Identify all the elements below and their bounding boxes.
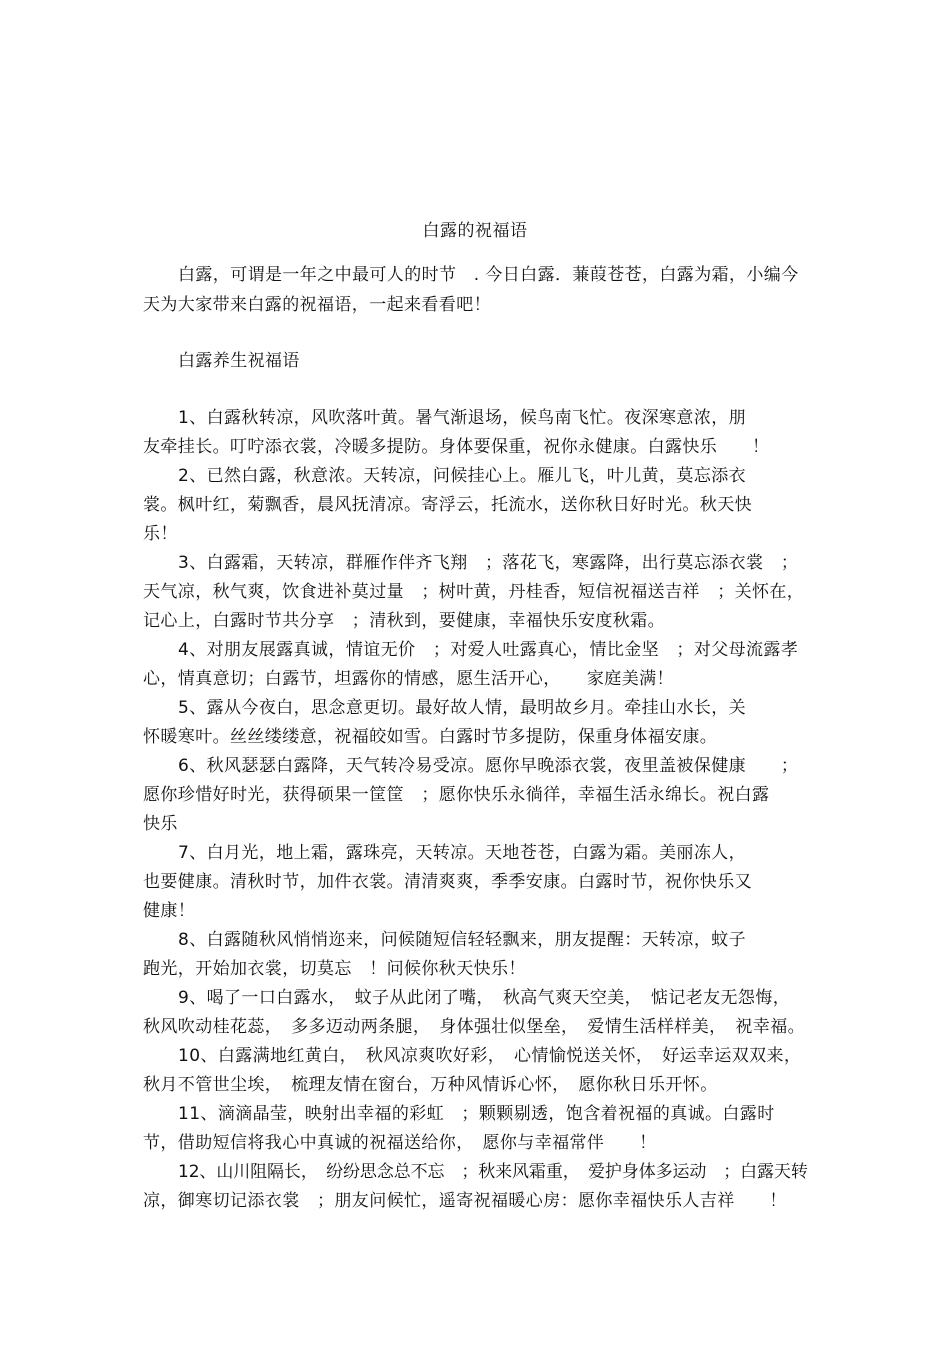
body-line: 友牵挂长。叮咛添衣裳，冷暖多提防。身体要保重，祝你永健康。白露快乐 ！: [143, 437, 770, 457]
body-line: 12、山川阻隔长， 纷纷思念总不忘 ；秋来风霜重， 爱护身体多运动 ；白露天转: [178, 1162, 808, 1182]
body-line: 1、白露秋转凉，风吹落叶黄。暑气渐退场，候鸟南飞忙。夜深寒意浓，朋: [178, 408, 747, 428]
body-line: 秋月不管世尘埃， 梳理友情在窗台，万种风情诉心怀， 愿你秋日乐开怀。: [143, 1075, 718, 1095]
body-line: 3、白露霜，天转凉，群雁作伴齐飞翔 ；落花飞，寒露降，出行莫忘添衣裳 ；: [178, 553, 799, 573]
body-line: 健康！: [143, 901, 196, 921]
body-line: 4、对朋友展露真诚，情谊无价 ；对爱人吐露真心，情比金坚 ；对父母流露孝: [178, 640, 799, 660]
body-line: 节，借助短信将我心中真诚的祝福送给你， 愿你与幸福常伴 ！: [143, 1133, 657, 1153]
document-title: 白露的祝福语: [422, 221, 528, 241]
intro-line: 天为大家带来白露的祝福语，一起来看看吧！: [143, 295, 491, 315]
body-line: 也要健康。清秋时节，加件衣裳。清清爽爽，季季安康。白露时节，祝你快乐又: [143, 872, 752, 892]
body-line: 裳。枫叶红，菊飘香，晨风抚清凉。寄浮云，托流水，送你秋日好时光。秋天快: [143, 495, 752, 515]
section-heading: 白露养生祝福语: [178, 351, 300, 371]
intro-line: 白露，可谓是一年之中最可人的时节 . 今日白露．蒹葭苍苍，白露为霜，小编今: [178, 265, 799, 285]
body-line: 心，情真意切；白露节，坦露你的情感，愿生活开心， 家庭美满！: [143, 669, 674, 689]
body-line: 快乐: [143, 814, 178, 834]
body-line: 记心上，白露时节共分享 ；清秋到，要健康，幸福快乐安度秋霜。: [143, 611, 665, 631]
body-line: 5、露从今夜白，思念意更切。最好故人情，最明故乡月。牵挂山水长，关: [178, 698, 747, 718]
body-line: 10、白露满地红黄白， 秋风凉爽吹好彩， 心情愉悦送关怀， 好运幸运双双来，: [178, 1046, 802, 1066]
body-line: 6、秋风瑟瑟白露降，天气转冷易受凉。愿你早晚添衣裳，夜里盖被保健康 ；: [178, 756, 799, 776]
body-line: 愿你珍惜好时光，获得硕果一筐筐 ；愿你快乐永徜徉，幸福生活永绵长。祝白露: [143, 785, 770, 805]
body-line: 跑光，开始加衣裳，切莫忘 ！问候你秋天快乐！: [143, 959, 526, 979]
body-line: 秋风吹动桂花蕊， 多多迈动两条腿， 身体强壮似堡垒， 爱情生活样样美， 祝幸福。: [143, 1017, 805, 1037]
body-line: 乐！: [143, 524, 178, 544]
body-line: 怀暖寒叶。丝丝缕缕意，祝福皎如雪。白露时节多提防，保重身体福安康。: [143, 727, 718, 747]
body-line: 7、白月光，地上霜，露珠亮，天转凉。天地苍苍，白露为霜。美丽冻人，: [178, 843, 747, 863]
body-line: 9、喝了一口白露水， 蚊子从此闭了嘴， 秋高气爽天空美， 惦记老友无怨悔，: [178, 988, 791, 1008]
body-line: 11、滴滴晶莹，映射出幸福的彩虹 ；颗颗剔透，饱含着祝福的真诚。白露时: [178, 1104, 775, 1124]
body-line: 凉，御寒切记添衣裳 ；朋友问候忙，遥寄祝福暖心房：愿你幸福快乐人吉祥 ！: [143, 1191, 787, 1211]
body-line: 天气凉，秋气爽，饮食进补莫过量 ；树叶黄，丹桂香，短信祝福送吉祥 ；关怀在，: [143, 582, 805, 602]
body-line: 2、已然白露，秋意浓。天转凉，问候挂心上。雁儿飞，叶儿黄，莫忘添衣: [178, 466, 747, 486]
body-line: 8、白露随秋风悄悄迩来，问候随短信轻轻飘来，朋友提醒：天转凉，蚊子: [178, 930, 747, 950]
